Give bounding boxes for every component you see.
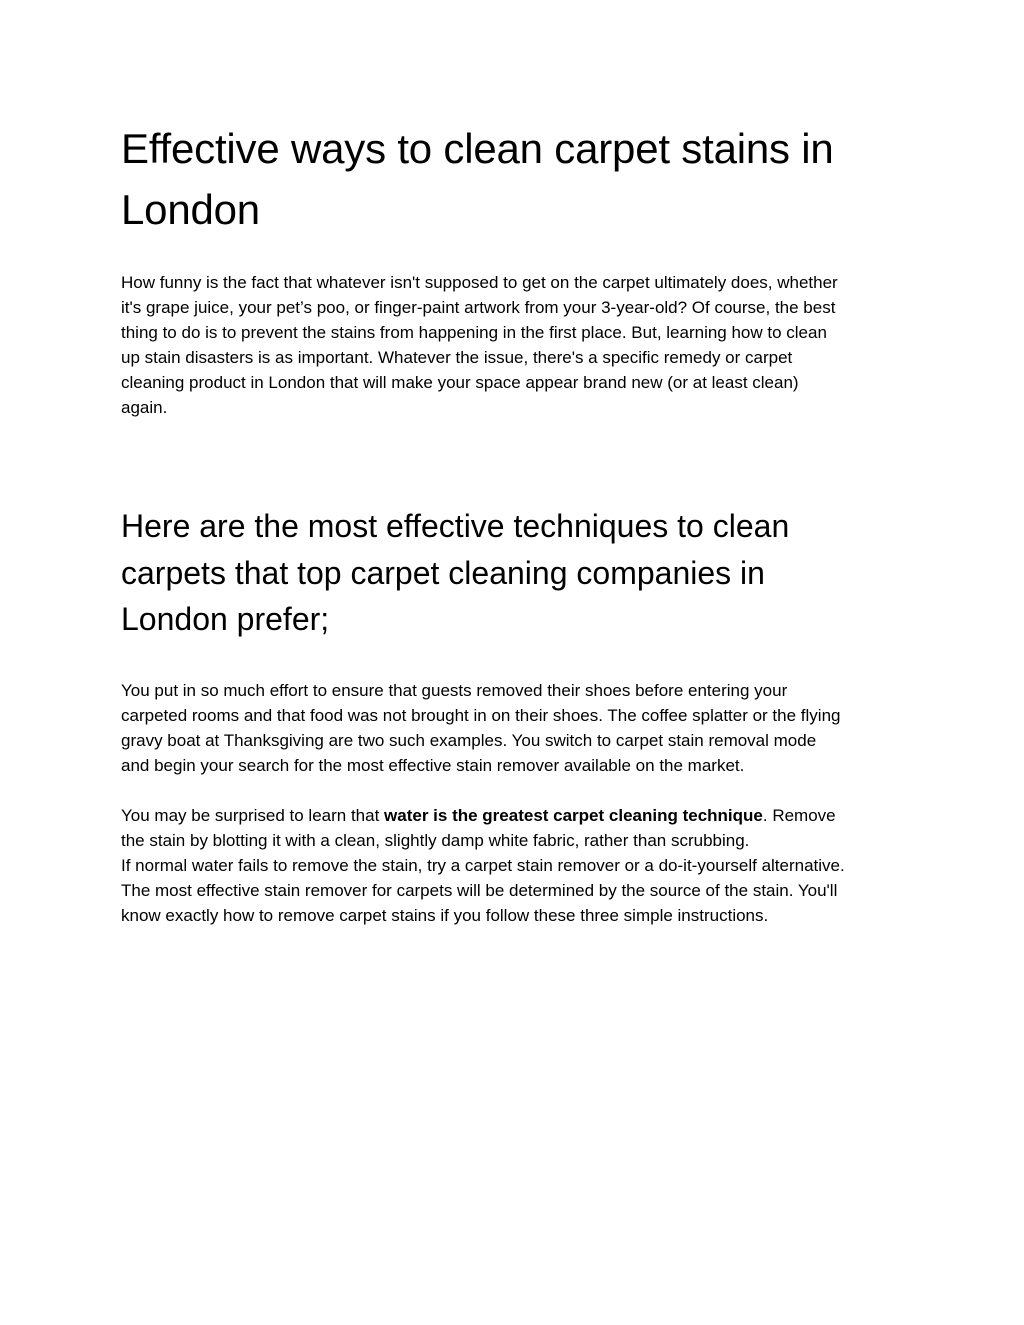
intro-line: it's grape juice, your pet’s poo, or finger-paint artwork from your 3-year-old? Of course, the best <box>121 298 836 317</box>
body-line: gravy boat at Thanksgiving are two such examples. You switch to carpet stain removal mode <box>121 731 817 750</box>
body-paragraph-2 <box>121 678 911 778</box>
body-line: and begin your search for the most effective stain remover available on the market. <box>121 756 745 775</box>
page-title <box>121 118 921 240</box>
body-line: The most effective stain remover for carpets will be determined by the source of the stain. You'll <box>121 881 838 900</box>
intro-line: up stain disasters is as important. Whatever the issue, there's a specific remedy or carpet <box>121 348 793 367</box>
body-line: If normal water fails to remove the stain, try a carpet stain remover or a do-it-yourself alternative. <box>121 856 845 875</box>
body-line-with-emphasis <box>121 803 911 828</box>
intro-line: cleaning product in London that will make your space appear brand new (or at least clean) <box>121 373 799 392</box>
body-line: the stain by blotting it with a clean, slightly damp white fabric, rather than scrubbing. <box>121 831 750 850</box>
body-line: carpeted rooms and that food was not brought in on their shoes. The coffee splatter or the flying <box>121 706 841 725</box>
intro-line: How funny is the fact that whatever isn't supposed to get on the carpet ultimately does, whether <box>121 273 838 292</box>
heading-line: London prefer; <box>121 601 330 637</box>
title-line: London <box>121 186 260 233</box>
heading-line: Here are the most effective techniques to clean <box>121 508 790 544</box>
intro-line: again. <box>121 398 168 417</box>
intro-line: thing to do is to prevent the stains from happening in the first place. But, learning how to clean <box>121 323 827 342</box>
body-line: You put in so much effort to ensure that guests removed their shoes before entering your <box>121 681 788 700</box>
title-line: Effective ways to clean carpet stains in <box>121 125 834 172</box>
body-line: know exactly how to remove carpet stains if you follow these three simple instructions. <box>121 906 769 925</box>
line-text: You may be surprised to learn that <box>121 806 385 825</box>
emphasis-text: water is the greatest carpet cleaning technique <box>384 806 763 825</box>
body-paragraph-3 <box>121 803 911 928</box>
section-heading <box>121 503 881 643</box>
intro-paragraph <box>121 270 911 420</box>
line-text: . Remove <box>762 806 836 825</box>
heading-line: carpets that top carpet cleaning companies in <box>121 554 765 591</box>
